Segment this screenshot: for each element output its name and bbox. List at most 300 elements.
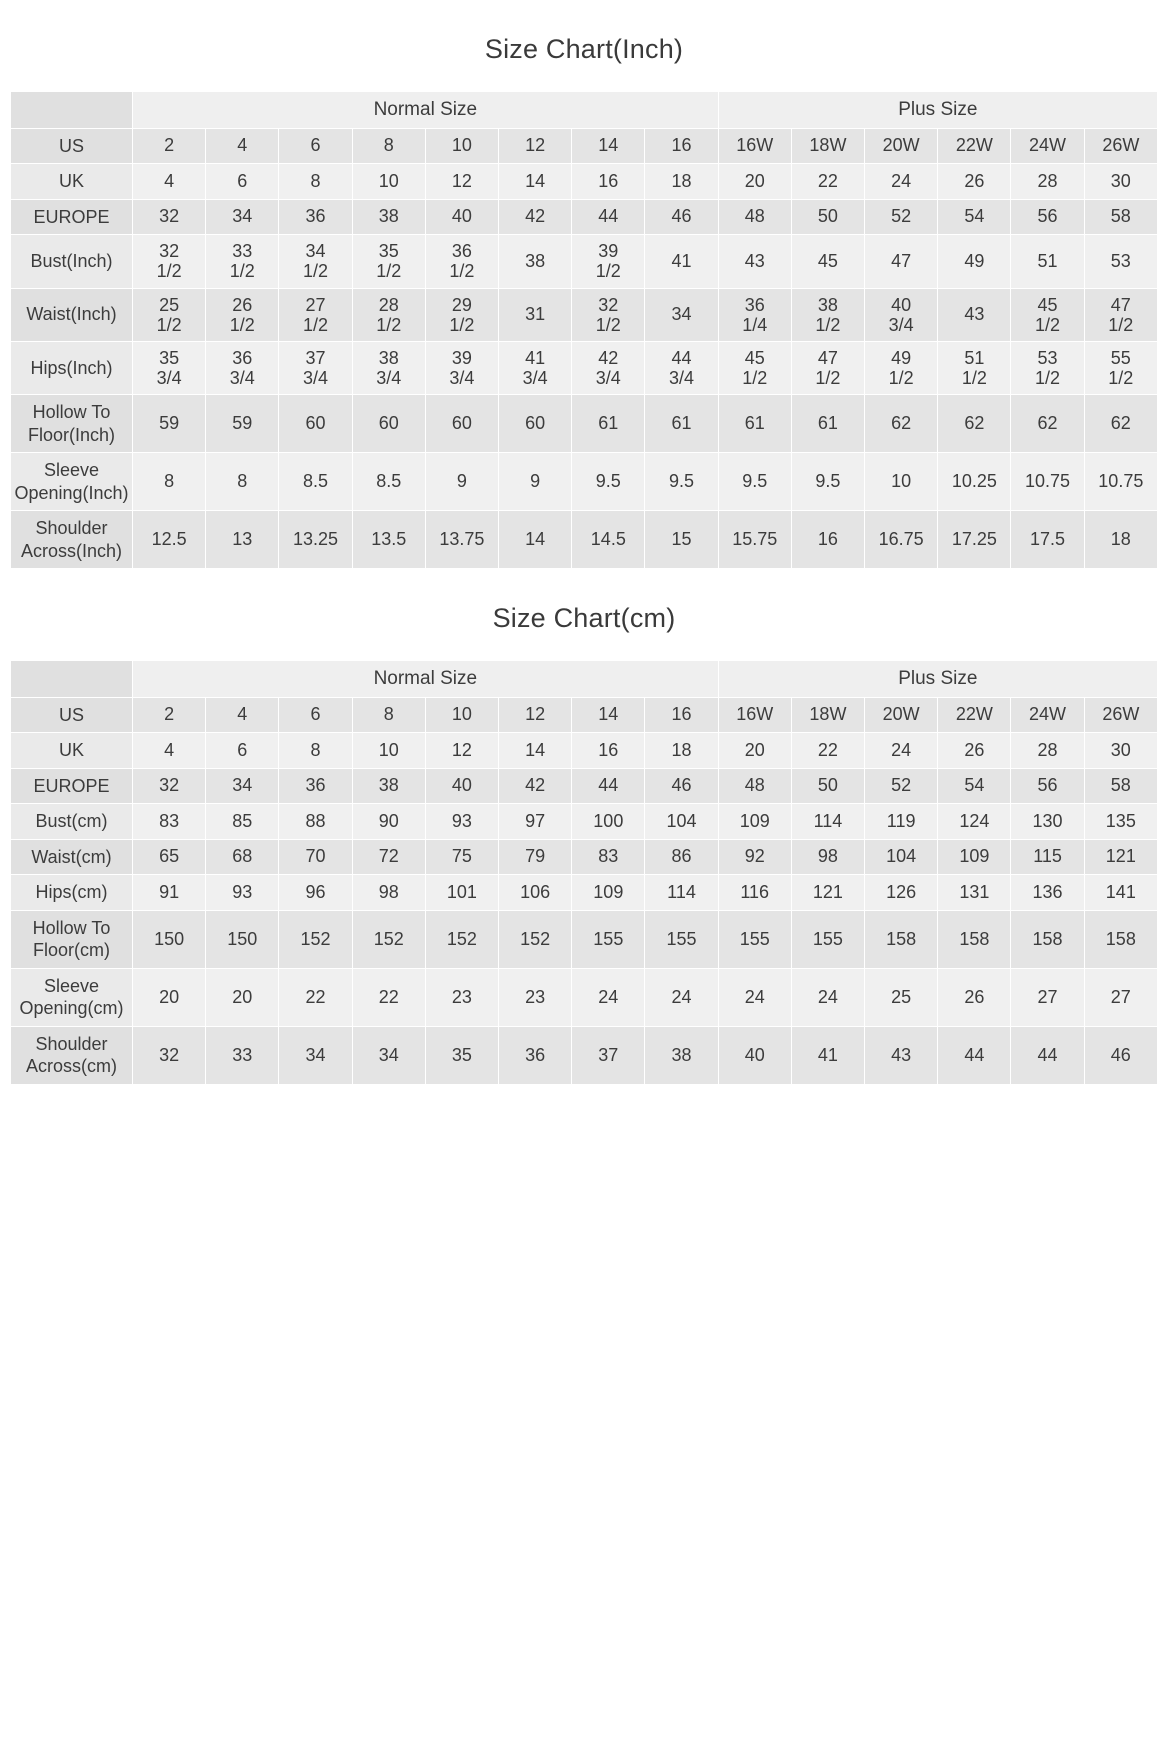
table-cell: 60 bbox=[425, 395, 498, 453]
table-cell: 97 bbox=[499, 804, 572, 840]
table-cell: 35 bbox=[425, 1026, 498, 1084]
table-cell: 28 bbox=[1011, 164, 1084, 200]
table-cell: 13.5 bbox=[352, 511, 425, 569]
table-cell: 101 bbox=[425, 875, 498, 911]
table-cell: 9.5 bbox=[645, 453, 718, 511]
table-cell: 50 bbox=[791, 768, 864, 804]
table-cell: 48 bbox=[718, 768, 791, 804]
table-cell: 20 bbox=[718, 164, 791, 200]
table-cell: 37 bbox=[572, 1026, 645, 1084]
table-cell: 109 bbox=[718, 804, 791, 840]
table-cell: 24 bbox=[791, 968, 864, 1026]
table-cell: 155 bbox=[791, 910, 864, 968]
table-cell: 152 bbox=[352, 910, 425, 968]
table-cell: 60 bbox=[279, 395, 352, 453]
table-cell: 13 bbox=[206, 511, 279, 569]
table-cell: 15 bbox=[645, 511, 718, 569]
table-cell: 14 bbox=[572, 128, 645, 164]
table-cell: 33 1/2 bbox=[206, 235, 279, 288]
table-cell: 27 bbox=[1084, 968, 1157, 1026]
table-cell: 53 bbox=[1084, 235, 1157, 288]
table-cell: 61 bbox=[645, 395, 718, 453]
table-cell: 53 1/2 bbox=[1011, 341, 1084, 394]
table-row bbox=[11, 128, 1158, 164]
table-cell: 114 bbox=[645, 875, 718, 911]
table-cell: 26W bbox=[1084, 128, 1157, 164]
table-cell: 152 bbox=[499, 910, 572, 968]
table-cell: 42 bbox=[499, 199, 572, 235]
table-cell: 38 bbox=[352, 199, 425, 235]
table-cell: 14 bbox=[499, 164, 572, 200]
table-cell: 32 bbox=[133, 1026, 206, 1084]
table-cell: 26 1/2 bbox=[206, 288, 279, 341]
table-cell: 54 bbox=[938, 199, 1011, 235]
row-label: Hollow To Floor(Inch) bbox=[11, 395, 133, 453]
table-cell: 10 bbox=[352, 733, 425, 769]
table-row bbox=[11, 164, 1158, 200]
table-cell: 155 bbox=[572, 910, 645, 968]
table-cell: 9.5 bbox=[791, 453, 864, 511]
table-cell: 38 bbox=[645, 1026, 718, 1084]
table-cell: 8 bbox=[352, 128, 425, 164]
row-label: Hips(cm) bbox=[11, 875, 133, 911]
size-chart-inch-body bbox=[11, 92, 1158, 569]
table-cell: 27 bbox=[1011, 968, 1084, 1026]
table-cell: 109 bbox=[938, 839, 1011, 875]
table-cell: 35 1/2 bbox=[352, 235, 425, 288]
table-row bbox=[11, 875, 1158, 911]
table-cell: 126 bbox=[865, 875, 938, 911]
table-cell: 58 bbox=[1084, 768, 1157, 804]
table-cell: 12 bbox=[425, 164, 498, 200]
table-cell: 2 bbox=[133, 697, 206, 733]
table-cell: 34 bbox=[206, 199, 279, 235]
table-cell: 155 bbox=[645, 910, 718, 968]
table-cell: 152 bbox=[279, 910, 352, 968]
table-cell: 23 bbox=[499, 968, 572, 1026]
table-cell: 98 bbox=[791, 839, 864, 875]
table-cell: 158 bbox=[938, 910, 1011, 968]
table-cell: 27 1/2 bbox=[279, 288, 352, 341]
table-cell: 158 bbox=[1011, 910, 1084, 968]
table-cell: 60 bbox=[352, 395, 425, 453]
table-cell: 4 bbox=[206, 697, 279, 733]
table-cell: 22 bbox=[279, 968, 352, 1026]
table-cell: 38 3/4 bbox=[352, 341, 425, 394]
table-cell: 61 bbox=[718, 395, 791, 453]
table-cell: 34 1/2 bbox=[279, 235, 352, 288]
table-cell: 18W bbox=[791, 697, 864, 733]
table-cell: 12.5 bbox=[133, 511, 206, 569]
group-header-normal: Normal Size bbox=[133, 92, 719, 129]
table-cell: 37 3/4 bbox=[279, 341, 352, 394]
table-cell: 38 bbox=[499, 235, 572, 288]
table-cell: 12 bbox=[499, 128, 572, 164]
table-cell: 49 bbox=[938, 235, 1011, 288]
table-cell: 141 bbox=[1084, 875, 1157, 911]
row-label: US bbox=[11, 697, 133, 733]
table-cell: 32 1/2 bbox=[572, 288, 645, 341]
table-cell: 2 bbox=[133, 128, 206, 164]
corner-blank-cell bbox=[11, 92, 133, 129]
table-cell: 83 bbox=[572, 839, 645, 875]
table-cell: 17.5 bbox=[1011, 511, 1084, 569]
table-cell: 14 bbox=[572, 697, 645, 733]
table-cell: 93 bbox=[206, 875, 279, 911]
table-cell: 59 bbox=[133, 395, 206, 453]
row-label: Waist(Inch) bbox=[11, 288, 133, 341]
table-cell: 36 bbox=[279, 768, 352, 804]
table-cell: 24 bbox=[572, 968, 645, 1026]
table-cell: 59 bbox=[206, 395, 279, 453]
row-label: Bust(Inch) bbox=[11, 235, 133, 288]
table-cell: 41 bbox=[791, 1026, 864, 1084]
table-cell: 45 bbox=[791, 235, 864, 288]
table-cell: 8 bbox=[279, 164, 352, 200]
table-cell: 13.75 bbox=[425, 511, 498, 569]
table-cell: 25 bbox=[865, 968, 938, 1026]
table-cell: 47 1/2 bbox=[791, 341, 864, 394]
table-cell: 10.75 bbox=[1084, 453, 1157, 511]
table-cell: 43 bbox=[718, 235, 791, 288]
table-cell: 56 bbox=[1011, 199, 1084, 235]
table-cell: 39 3/4 bbox=[425, 341, 498, 394]
table-cell: 155 bbox=[718, 910, 791, 968]
table-row bbox=[11, 199, 1158, 235]
table-cell: 6 bbox=[206, 164, 279, 200]
table-cell: 52 bbox=[865, 768, 938, 804]
table-row bbox=[11, 968, 1158, 1026]
table-cell: 61 bbox=[572, 395, 645, 453]
table-cell: 50 bbox=[791, 199, 864, 235]
table-cell: 158 bbox=[1084, 910, 1157, 968]
table-cell: 24 bbox=[645, 968, 718, 1026]
table-cell: 70 bbox=[279, 839, 352, 875]
table-row bbox=[11, 768, 1158, 804]
table-cell: 10.75 bbox=[1011, 453, 1084, 511]
table-cell: 24W bbox=[1011, 697, 1084, 733]
size-chart-inch-table bbox=[10, 91, 1158, 569]
table-cell: 58 bbox=[1084, 199, 1157, 235]
table-cell: 62 bbox=[1084, 395, 1157, 453]
table-cell: 46 bbox=[645, 199, 718, 235]
table-cell: 121 bbox=[791, 875, 864, 911]
row-label: Waist(cm) bbox=[11, 839, 133, 875]
table-cell: 39 1/2 bbox=[572, 235, 645, 288]
table-cell: 98 bbox=[352, 875, 425, 911]
table-cell: 54 bbox=[938, 768, 1011, 804]
table-cell: 22 bbox=[791, 164, 864, 200]
table-cell: 121 bbox=[1084, 839, 1157, 875]
table-cell: 158 bbox=[865, 910, 938, 968]
table-cell: 16 bbox=[572, 733, 645, 769]
row-label: US bbox=[11, 128, 133, 164]
table-cell: 114 bbox=[791, 804, 864, 840]
table-cell: 24 bbox=[718, 968, 791, 1026]
table-cell: 32 1/2 bbox=[133, 235, 206, 288]
table-cell: 23 bbox=[425, 968, 498, 1026]
table-row bbox=[11, 1026, 1158, 1084]
table-cell: 12 bbox=[425, 733, 498, 769]
table-cell: 88 bbox=[279, 804, 352, 840]
table-cell: 47 bbox=[865, 235, 938, 288]
table-cell: 130 bbox=[1011, 804, 1084, 840]
table-cell: 150 bbox=[133, 910, 206, 968]
table-cell: 79 bbox=[499, 839, 572, 875]
table-cell: 38 bbox=[352, 768, 425, 804]
table-cell: 26W bbox=[1084, 697, 1157, 733]
table-cell: 9.5 bbox=[572, 453, 645, 511]
table-cell: 47 1/2 bbox=[1084, 288, 1157, 341]
table-cell: 15.75 bbox=[718, 511, 791, 569]
table-cell: 4 bbox=[133, 733, 206, 769]
table-row bbox=[11, 697, 1158, 733]
table-cell: 55 1/2 bbox=[1084, 341, 1157, 394]
table-cell: 83 bbox=[133, 804, 206, 840]
table-cell: 68 bbox=[206, 839, 279, 875]
table-cell: 20W bbox=[865, 697, 938, 733]
table-cell: 93 bbox=[425, 804, 498, 840]
size-chart-cm-body bbox=[11, 661, 1158, 1085]
table-cell: 36 3/4 bbox=[206, 341, 279, 394]
table-cell: 51 bbox=[1011, 235, 1084, 288]
table-cell: 26 bbox=[938, 164, 1011, 200]
table-cell: 9.5 bbox=[718, 453, 791, 511]
table-cell: 65 bbox=[133, 839, 206, 875]
table-cell: 116 bbox=[718, 875, 791, 911]
table-row bbox=[11, 235, 1158, 288]
table-cell: 10.25 bbox=[938, 453, 1011, 511]
table-cell: 44 bbox=[572, 199, 645, 235]
table-cell: 41 3/4 bbox=[499, 341, 572, 394]
table-cell: 60 bbox=[499, 395, 572, 453]
table-cell: 26 bbox=[938, 968, 1011, 1026]
row-label: UK bbox=[11, 733, 133, 769]
table-row bbox=[11, 733, 1158, 769]
table-cell: 36 1/4 bbox=[718, 288, 791, 341]
table-cell: 36 bbox=[279, 199, 352, 235]
table-cell: 16 bbox=[645, 128, 718, 164]
table-cell: 18 bbox=[645, 164, 718, 200]
row-label: Hollow To Floor(cm) bbox=[11, 910, 133, 968]
table-row bbox=[11, 341, 1158, 394]
table-row bbox=[11, 288, 1158, 341]
row-label: EUROPE bbox=[11, 199, 133, 235]
table-cell: 22 bbox=[791, 733, 864, 769]
table-cell: 44 bbox=[938, 1026, 1011, 1084]
row-label: Shoulder Across(Inch) bbox=[11, 511, 133, 569]
row-label: Sleeve Opening(Inch) bbox=[11, 453, 133, 511]
table-cell: 56 bbox=[1011, 768, 1084, 804]
table-cell: 34 bbox=[352, 1026, 425, 1084]
table-cell: 75 bbox=[425, 839, 498, 875]
table-cell: 20W bbox=[865, 128, 938, 164]
table-cell: 40 bbox=[425, 768, 498, 804]
table-cell: 13.25 bbox=[279, 511, 352, 569]
table-cell: 10 bbox=[425, 697, 498, 733]
table-cell: 90 bbox=[352, 804, 425, 840]
table-cell: 8 bbox=[206, 453, 279, 511]
table-cell: 51 1/2 bbox=[938, 341, 1011, 394]
table-cell: 85 bbox=[206, 804, 279, 840]
table-cell: 52 bbox=[865, 199, 938, 235]
table-cell: 16 bbox=[645, 697, 718, 733]
table-cell: 8 bbox=[279, 733, 352, 769]
table-cell: 34 bbox=[206, 768, 279, 804]
table-cell: 152 bbox=[425, 910, 498, 968]
table-cell: 20 bbox=[133, 968, 206, 1026]
table-cell: 20 bbox=[718, 733, 791, 769]
table-cell: 6 bbox=[279, 128, 352, 164]
table-cell: 61 bbox=[791, 395, 864, 453]
table-cell: 36 bbox=[499, 1026, 572, 1084]
row-label: UK bbox=[11, 164, 133, 200]
table-cell: 40 3/4 bbox=[865, 288, 938, 341]
table-cell: 22W bbox=[938, 128, 1011, 164]
table-cell: 17.25 bbox=[938, 511, 1011, 569]
table-cell: 29 1/2 bbox=[425, 288, 498, 341]
table-cell: 41 bbox=[645, 235, 718, 288]
table-cell: 124 bbox=[938, 804, 1011, 840]
table-cell: 8.5 bbox=[279, 453, 352, 511]
table-cell: 104 bbox=[645, 804, 718, 840]
table-cell: 34 bbox=[279, 1026, 352, 1084]
table-cell: 4 bbox=[206, 128, 279, 164]
table-cell: 18 bbox=[645, 733, 718, 769]
row-label: EUROPE bbox=[11, 768, 133, 804]
row-label: Hips(Inch) bbox=[11, 341, 133, 394]
table-cell: 35 3/4 bbox=[133, 341, 206, 394]
table-cell: 16.75 bbox=[865, 511, 938, 569]
table-cell: 14 bbox=[499, 511, 572, 569]
size-chart-inch-title: Size Chart(Inch) bbox=[484, 34, 684, 64]
size-chart-cm-table bbox=[10, 660, 1158, 1085]
table-cell: 49 1/2 bbox=[865, 341, 938, 394]
table-cell: 62 bbox=[938, 395, 1011, 453]
corner-blank-cell bbox=[11, 661, 133, 698]
table-cell: 10 bbox=[352, 164, 425, 200]
table-cell: 135 bbox=[1084, 804, 1157, 840]
table-cell: 24 bbox=[865, 733, 938, 769]
table-cell: 26 bbox=[938, 733, 1011, 769]
group-header-plus: Plus Size bbox=[718, 661, 1157, 698]
table-cell: 28 1/2 bbox=[352, 288, 425, 341]
table-cell: 96 bbox=[279, 875, 352, 911]
table-cell: 46 bbox=[645, 768, 718, 804]
table-cell: 43 bbox=[938, 288, 1011, 341]
table-cell: 136 bbox=[1011, 875, 1084, 911]
table-cell: 119 bbox=[865, 804, 938, 840]
table-cell: 8 bbox=[133, 453, 206, 511]
table-cell: 6 bbox=[206, 733, 279, 769]
bottom-spacer bbox=[10, 1085, 1158, 1113]
table-cell: 131 bbox=[938, 875, 1011, 911]
table-cell: 44 bbox=[572, 768, 645, 804]
table-cell: 106 bbox=[499, 875, 572, 911]
table-cell: 10 bbox=[865, 453, 938, 511]
table-cell: 22W bbox=[938, 697, 1011, 733]
row-label: Sleeve Opening(cm) bbox=[11, 968, 133, 1026]
table-cell: 18W bbox=[791, 128, 864, 164]
table-cell: 43 bbox=[865, 1026, 938, 1084]
table-cell: 24W bbox=[1011, 128, 1084, 164]
table-cell: 22 bbox=[352, 968, 425, 1026]
table-cell: 42 3/4 bbox=[572, 341, 645, 394]
group-header-plus: Plus Size bbox=[718, 92, 1157, 129]
table-cell: 20 bbox=[206, 968, 279, 1026]
table-cell: 44 bbox=[1011, 1026, 1084, 1084]
table-cell: 109 bbox=[572, 875, 645, 911]
table-row bbox=[11, 453, 1158, 511]
row-label: Shoulder Across(cm) bbox=[11, 1026, 133, 1084]
table-cell: 18 bbox=[1084, 511, 1157, 569]
table-cell: 38 1/2 bbox=[791, 288, 864, 341]
table-cell: 86 bbox=[645, 839, 718, 875]
group-header-row bbox=[11, 661, 1158, 698]
table-row bbox=[11, 910, 1158, 968]
table-cell: 32 bbox=[133, 768, 206, 804]
table-cell: 40 bbox=[718, 1026, 791, 1084]
table-cell: 16 bbox=[572, 164, 645, 200]
table-cell: 6 bbox=[279, 697, 352, 733]
table-cell: 46 bbox=[1084, 1026, 1157, 1084]
table-cell: 34 bbox=[645, 288, 718, 341]
table-cell: 9 bbox=[499, 453, 572, 511]
table-cell: 62 bbox=[865, 395, 938, 453]
table-cell: 24 bbox=[865, 164, 938, 200]
table-row bbox=[11, 804, 1158, 840]
table-cell: 4 bbox=[133, 164, 206, 200]
table-cell: 14.5 bbox=[572, 511, 645, 569]
table-cell: 92 bbox=[718, 839, 791, 875]
table-row bbox=[11, 839, 1158, 875]
table-cell: 42 bbox=[499, 768, 572, 804]
table-cell: 33 bbox=[206, 1026, 279, 1084]
table-cell: 9 bbox=[425, 453, 498, 511]
table-row bbox=[11, 395, 1158, 453]
table-cell: 72 bbox=[352, 839, 425, 875]
group-header-row bbox=[11, 92, 1158, 129]
table-cell: 8.5 bbox=[352, 453, 425, 511]
row-label: Bust(cm) bbox=[11, 804, 133, 840]
table-cell: 62 bbox=[1011, 395, 1084, 453]
table-cell: 14 bbox=[499, 733, 572, 769]
table-cell: 45 1/2 bbox=[718, 341, 791, 394]
table-cell: 30 bbox=[1084, 733, 1157, 769]
table-row bbox=[11, 511, 1158, 569]
size-chart-cm-title: Size Chart(cm) bbox=[492, 603, 676, 634]
table-cell: 32 bbox=[133, 199, 206, 235]
table-cell: 16W bbox=[718, 128, 791, 164]
table-cell: 115 bbox=[1011, 839, 1084, 875]
table-cell: 44 3/4 bbox=[645, 341, 718, 394]
table-cell: 48 bbox=[718, 199, 791, 235]
table-cell: 36 1/2 bbox=[425, 235, 498, 288]
table-cell: 28 bbox=[1011, 733, 1084, 769]
table-cell: 25 1/2 bbox=[133, 288, 206, 341]
table-cell: 12 bbox=[499, 697, 572, 733]
table-cell: 16 bbox=[791, 511, 864, 569]
group-header-normal: Normal Size bbox=[133, 661, 719, 698]
table-cell: 45 1/2 bbox=[1011, 288, 1084, 341]
table-cell: 16W bbox=[718, 697, 791, 733]
table-cell: 100 bbox=[572, 804, 645, 840]
table-cell: 91 bbox=[133, 875, 206, 911]
table-cell: 31 bbox=[499, 288, 572, 341]
table-cell: 104 bbox=[865, 839, 938, 875]
table-cell: 8 bbox=[352, 697, 425, 733]
table-cell: 40 bbox=[425, 199, 498, 235]
